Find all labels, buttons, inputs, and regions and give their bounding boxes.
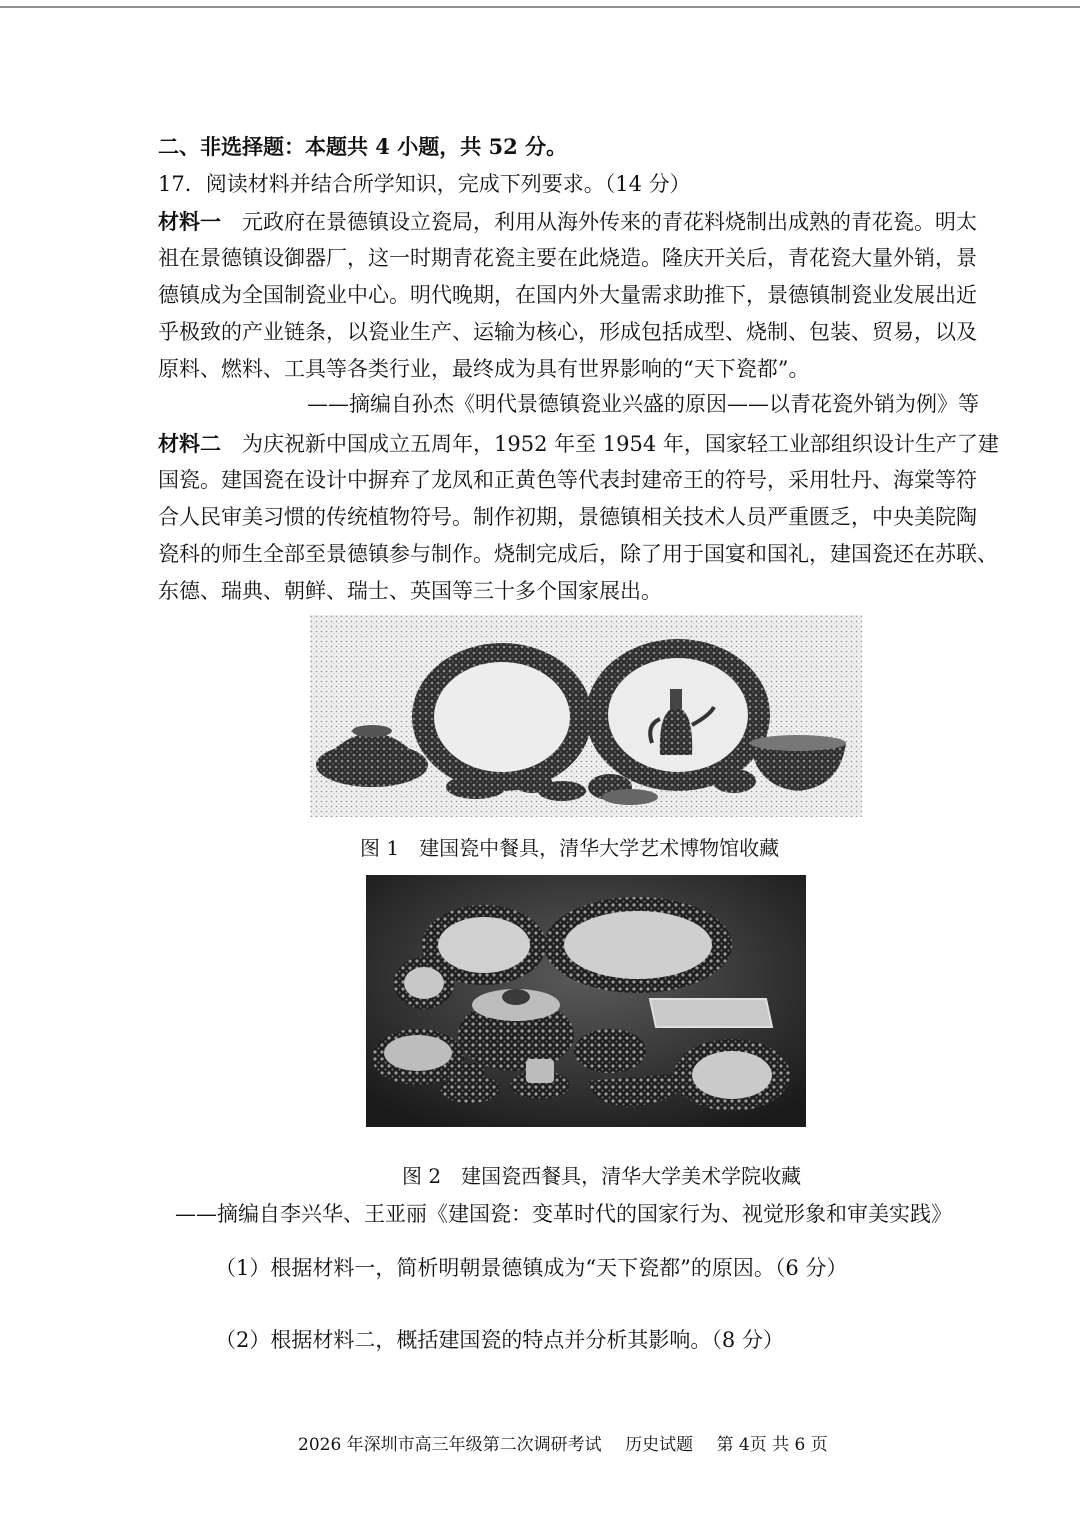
section-heading: 二、非选择题：本题共 4 小题，共 52 分。 [158, 134, 568, 159]
question-17: 17．阅读材料并结合所学知识，完成下列要求。（14 分） [158, 172, 691, 196]
footer-page: 第 4页 共 6 页 [716, 1435, 828, 1455]
figure-2-caption: 图 2 建国瓷西餐具，清华大学美术学院收藏 [402, 1164, 802, 1188]
page-top-border [0, 6, 1080, 8]
material1-line-3: 德镇成为全国制瓷业中心。明代晚期，在国内外大量需求助推下，景德镇制瓷业发展出近 [158, 283, 977, 307]
material2-line-2: 国瓷。建国瓷在设计中摒弃了龙凤和正黄色等代表封建帝王的符号，采用牡丹、海棠等符 [158, 468, 977, 492]
material1-line-1: 材料一 元政府在景德镇设立瓷局，利用从海外传来的青花料烧制出成熟的青花瓷。明太 [158, 209, 977, 234]
material2-line-3: 合人民审美习惯的传统植物符号。制作初期，景德镇相关技术人员严重匮乏，中央美院陶 [158, 505, 977, 529]
material2-source: ——摘编自李兴华、王亚丽《建国瓷：变革时代的国家行为、视觉形象和审美实践》 [175, 1202, 952, 1226]
material1-label: 材料一 [158, 209, 221, 234]
subquestion-1: （1）根据材料一，简析明朝景德镇成为“天下瓷都”的原因。（6 分） [215, 1256, 848, 1280]
footer-subject: 历史试题 [625, 1435, 694, 1455]
figure-1-photo [310, 615, 862, 817]
subquestion-2: （2）根据材料二，概括建国瓷的特点并分析其影响。（8 分） [215, 1328, 784, 1352]
material2-label: 材料二 [158, 431, 221, 456]
material2-line-4: 瓷科的师生全部至景德镇参与制作。烧制完成后，除了用于国宴和国礼，建国瓷还在苏联、 [158, 542, 998, 566]
figure-2-photo [366, 875, 806, 1127]
material2-line-1: 材料二 为庆祝新中国成立五周年，1952 年至 1954 年，国家轻工业部组织设计生产了建 [158, 431, 999, 456]
material1-source: ——摘编自孙杰《明代景德镇瓷业兴盛的原因——以青花瓷外销为例》等 [307, 392, 979, 416]
footer-exam: 2026 年深圳市高三年级第二次调研考试 [298, 1435, 602, 1455]
material1-line-5: 原料、燃料、工具等各类行业，最终成为具有世界影响的“天下瓷都”。 [158, 357, 810, 381]
material2-line-5: 东德、瑞典、朝鲜、瑞士、英国等三十多个国家展出。 [158, 579, 662, 603]
page-footer [298, 1430, 846, 1455]
material1-line-2: 祖在景德镇设御器厂，这一时期青花瓷主要在此烧造。隆庆开关后，青花瓷大量外销，景 [158, 246, 977, 270]
material1-line-4: 乎极致的产业链条，以瓷业生产、运输为核心，形成包括成型、烧制、包装、贸易，以及 [158, 320, 977, 344]
figure-1-caption: 图 1 建国瓷中餐具，清华大学艺术博物馆收藏 [360, 836, 780, 860]
